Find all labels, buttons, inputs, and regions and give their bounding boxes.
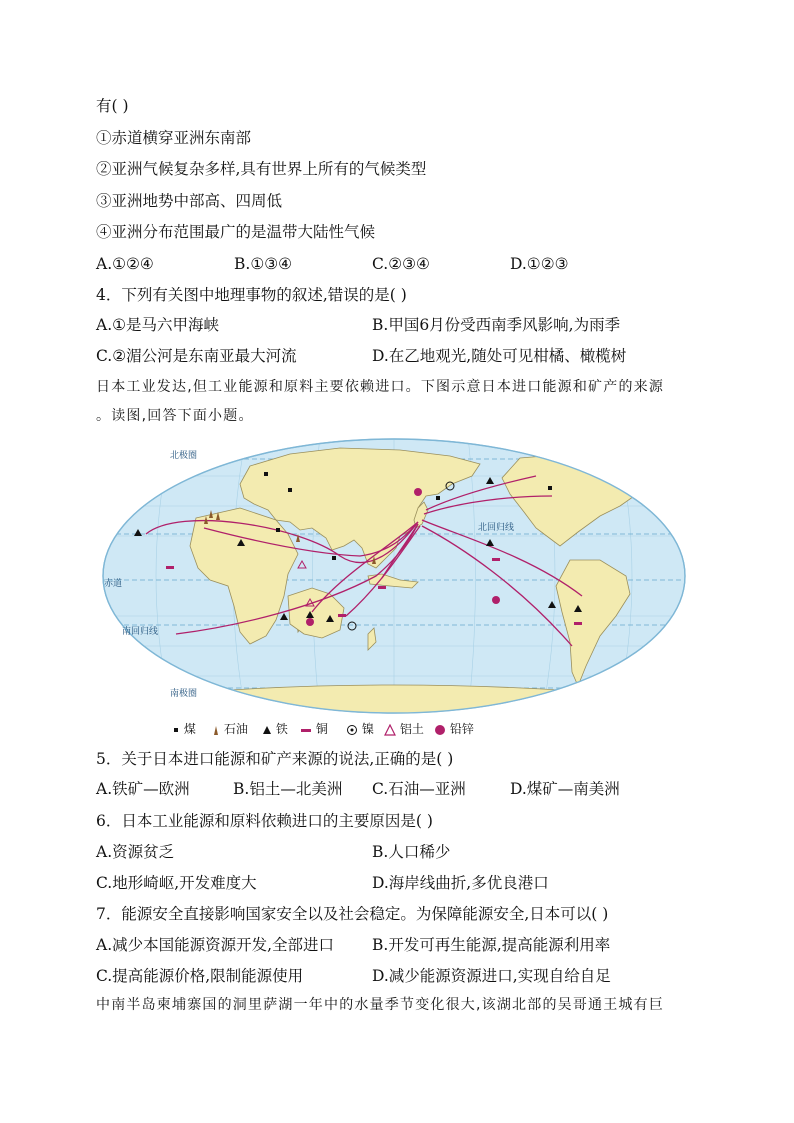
leadzinc-symbol: [492, 596, 500, 604]
q6-option-a[interactable]: A.资源贫乏: [96, 843, 175, 861]
q3-stem-tail: 有( ): [96, 97, 129, 115]
q7-option-c[interactable]: C.提高能源价格,限制能源使用: [96, 967, 304, 985]
q3-statement-3: ③亚洲地势中部高、四周低: [96, 192, 283, 210]
q6-option-d[interactable]: D.海岸线曲折,多优良港口: [372, 874, 549, 892]
q6-option-b[interactable]: B.人口稀少: [372, 843, 451, 861]
coal-symbol: [264, 472, 268, 476]
copper-legend-icon: [300, 726, 312, 734]
leadzinc-symbol: [306, 618, 314, 626]
passage-1-line-2: 。读图,回答下面小题。: [96, 408, 254, 424]
antarctic-circle-label: 南极圈: [170, 689, 198, 699]
q4-option-c[interactable]: C.②湄公河是东南亚最大河流: [96, 347, 297, 365]
coal-symbol: [332, 556, 336, 560]
q3-statement-1: ①赤道横穿亚洲东南部: [96, 129, 252, 147]
antarctica-land: [130, 685, 660, 716]
leadzinc-legend-icon: [434, 724, 446, 736]
coal-symbol: [276, 528, 280, 532]
oil-legend-icon: [212, 725, 220, 735]
copper-symbol: [166, 566, 174, 569]
iron-legend-icon: [262, 725, 272, 735]
tropic-of-capricorn-label: 南回归线: [122, 627, 159, 637]
q4-option-b[interactable]: B.甲国6月份受西南季风影响,为雨季: [372, 316, 621, 334]
passage-2-line-1: 中南半岛柬埔寨国的洞里萨湖一年中的水量季节变化很大,该湖北部的吴哥通王城有巨: [96, 997, 665, 1013]
legend-nickel: 镍: [361, 722, 374, 736]
nickel-legend-icon: [346, 724, 358, 736]
copper-symbol: [574, 622, 582, 625]
passage-1-line-1: 日本工业发达,但工业能源和原料主要依赖进口。下图示意日本进口能源和矿产的来源: [96, 379, 665, 395]
bauxite-legend-icon: [384, 724, 396, 736]
greenland-land: [600, 442, 652, 464]
equator-label: 赤道: [104, 579, 123, 589]
q6-stem: 6．日本工业能源和原料依赖进口的主要原因是( ): [96, 812, 433, 830]
coal-symbol: [548, 486, 552, 490]
tropic-of-cancer-label: 北回归线: [478, 523, 515, 533]
leadzinc-symbol: [414, 488, 422, 496]
q3-option-d[interactable]: D.①②③: [510, 255, 569, 273]
q3-option-b[interactable]: B.①③④: [234, 255, 293, 273]
q4-option-d[interactable]: D.在乙地观光,随处可见柑橘、橄榄树: [372, 347, 627, 365]
q5-option-b[interactable]: B.铝土—北美洲: [233, 780, 343, 798]
legend-oil: 石油: [223, 722, 248, 736]
q7-option-a[interactable]: A.减少本国能源资源开发,全部进口: [96, 936, 335, 954]
legend-leadzinc: 铅锌: [449, 722, 474, 736]
q4-stem: 4．下列有关图中地理事物的叙述,错误的是( ): [96, 286, 407, 304]
q6-option-c[interactable]: C.地形崎岖,开发难度大: [96, 874, 257, 892]
q5-option-c[interactable]: C.石油—亚洲: [372, 780, 466, 798]
q4-option-a[interactable]: A.①是马六甲海峡: [96, 316, 220, 334]
arctic-circle-label: 北极圈: [170, 451, 198, 461]
q7-stem: 7．能源安全直接影响国家安全以及社会稳定。为保障能源安全,日本可以( ): [96, 905, 609, 923]
q7-option-b[interactable]: B.开发可再生能源,提高能源利用率: [372, 936, 611, 954]
q3-statement-2: ②亚洲气候复杂多样,具有世界上所有的气候类型: [96, 160, 427, 178]
legend-copper: 铜: [315, 722, 328, 736]
copper-symbol: [378, 586, 386, 589]
world-map-japan-imports: [100, 436, 688, 716]
q5-stem: 5．关于日本进口能源和矿产来源的说法,正确的是( ): [96, 750, 454, 768]
q7-option-d[interactable]: D.减少能源资源进口,实现自给自足: [372, 967, 611, 985]
copper-symbol: [492, 558, 500, 561]
q3-statement-4: ④亚洲分布范围最广的是温带大陆性气候: [96, 223, 376, 241]
coal-symbol: [436, 496, 440, 500]
copper-symbol: [338, 614, 346, 617]
q5-option-d[interactable]: D.煤矿—南美洲: [510, 780, 620, 798]
q3-option-a[interactable]: A.①②④: [96, 255, 154, 273]
coal-legend-icon: [172, 726, 180, 734]
legend-bauxite: 铝土: [399, 722, 424, 736]
q3-option-c[interactable]: C.②③④: [372, 255, 430, 273]
coal-symbol: [288, 488, 292, 492]
legend-iron: 铁: [275, 722, 288, 736]
legend-coal: 煤: [183, 722, 196, 736]
q5-option-a[interactable]: A.铁矿—欧洲: [96, 780, 190, 798]
